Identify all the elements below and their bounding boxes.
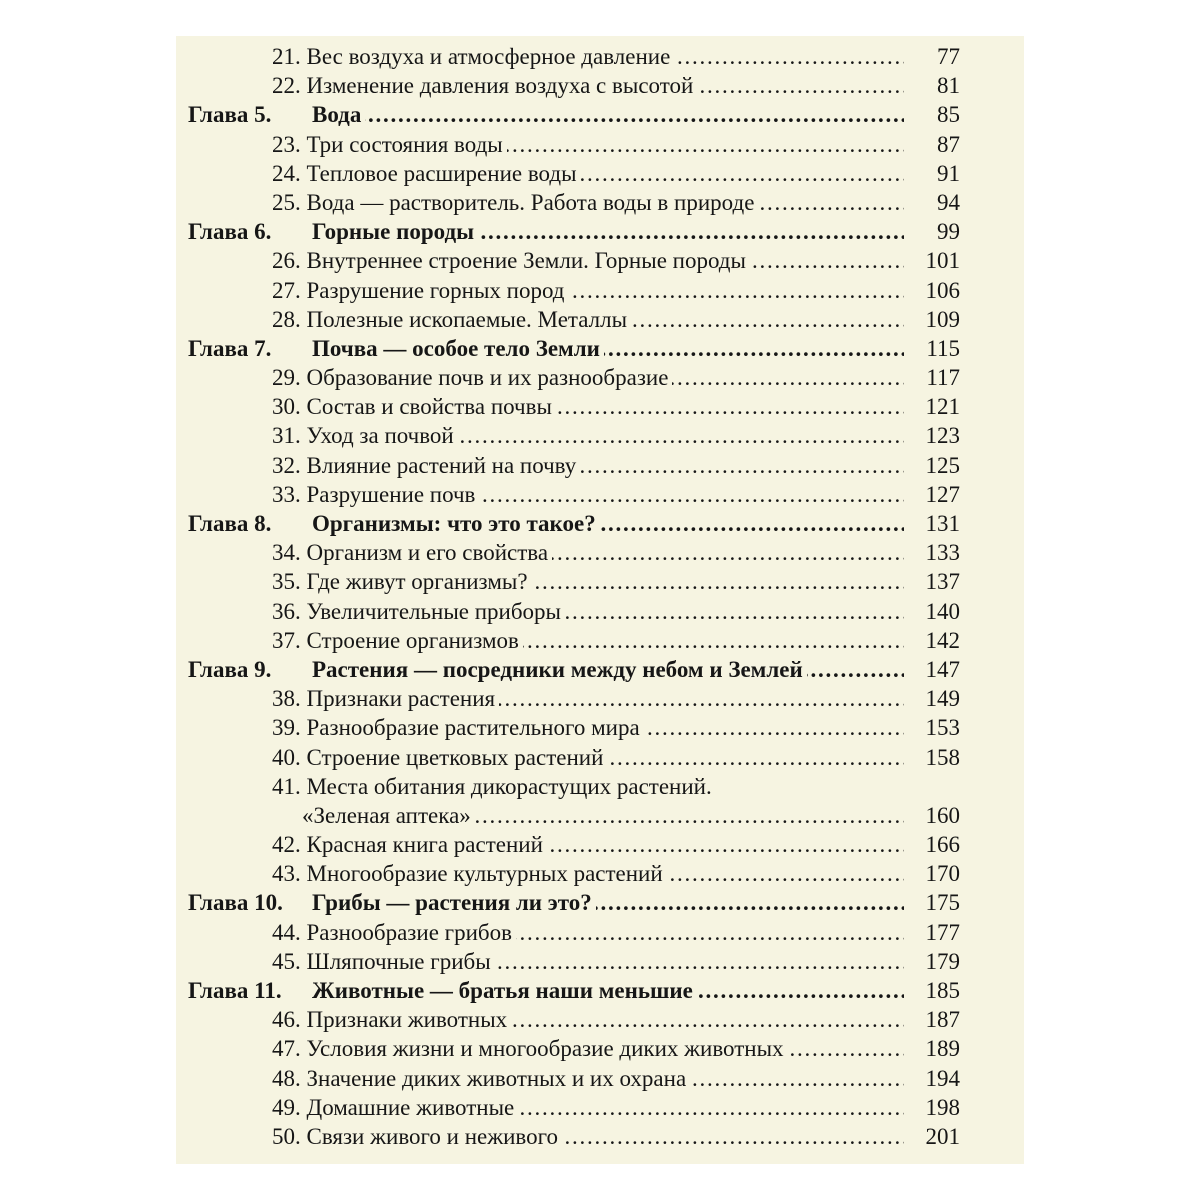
toc-entry	[188, 71, 960, 100]
page-number: 170	[925, 861, 960, 887]
toc-entry	[188, 1122, 960, 1151]
chapter-number: Глава 10.	[188, 890, 283, 916]
page-number: 94	[937, 189, 960, 215]
page-number: 87	[937, 131, 960, 157]
entry-number: 47.	[272, 1036, 301, 1062]
entry-number: 49.	[272, 1094, 301, 1120]
toc-entry	[188, 597, 960, 626]
entry-title: Значение диких животных и их охрана	[306, 1065, 687, 1091]
toc-entry	[188, 480, 960, 509]
toc-entry	[188, 947, 960, 976]
entry-title: Строение организмов	[306, 627, 519, 653]
entry-title: Красная книга растений	[306, 832, 543, 858]
entry-title: Связи живого и неживого	[306, 1123, 558, 1149]
entry-title: Условия жизни и многообразие диких животных	[306, 1036, 784, 1062]
entry-title: Три состояния воды	[306, 131, 503, 157]
entry-number: 28.	[272, 306, 301, 332]
page-number: 115	[926, 335, 960, 361]
page-number: 140	[925, 598, 960, 624]
chapter-number: Глава 6.	[188, 219, 272, 245]
entry-title: Изменение давления воздуха с высотой	[306, 73, 694, 99]
entry-title: Разнообразие растительного мира	[306, 715, 640, 741]
chapter-title: Растения — посредники между небом и Землей	[312, 656, 803, 682]
toc-entry	[188, 421, 960, 450]
entry-title: «Зеленая аптека»	[302, 802, 471, 828]
page-number: 85	[937, 102, 960, 128]
toc-entry	[188, 772, 960, 801]
toc-entry	[188, 859, 960, 888]
toc-entry	[188, 538, 960, 567]
page-number: 137	[925, 569, 960, 595]
page-number: 177	[925, 919, 960, 945]
entry-number: 23.	[272, 131, 301, 157]
chapter-heading	[188, 100, 960, 129]
chapter-heading	[188, 217, 960, 246]
entry-title: Домашние животные	[306, 1094, 515, 1120]
toc-entry	[188, 1005, 960, 1034]
page-number: 175	[925, 890, 960, 916]
entry-number: 40.	[272, 744, 301, 770]
entry-title: Тепловое расширение воды	[306, 160, 577, 186]
page-number: 77	[937, 44, 960, 69]
entry-title: Места обитания дикорастущих растений.	[306, 773, 712, 799]
entry-number: 30.	[272, 394, 301, 420]
toc-entry	[188, 159, 960, 188]
page-number: 127	[925, 481, 960, 507]
entry-title: Уход за почвой	[306, 423, 454, 449]
page-number: 99	[937, 219, 960, 245]
entry-title: Полезные ископаемые. Металлы	[306, 306, 628, 332]
entry-number: 37.	[272, 627, 301, 653]
entry-title: Шляпочные грибы	[306, 948, 491, 974]
entry-number: 32.	[272, 452, 301, 478]
toc-entry	[188, 392, 960, 421]
entry-number: 44.	[272, 919, 301, 945]
page-number: 125	[925, 452, 960, 478]
toc-entry	[188, 130, 960, 159]
entry-number: 29.	[272, 365, 301, 391]
toc-entry	[188, 626, 960, 655]
entry-number: 25.	[272, 189, 301, 215]
toc-entry	[188, 305, 960, 334]
page-number: 121	[925, 394, 960, 420]
entry-number: 22.	[272, 73, 301, 99]
page-number: 179	[925, 948, 960, 974]
page-number: 109	[925, 306, 960, 332]
entry-title: Разрушение почв	[306, 481, 476, 507]
page-number: 187	[925, 1007, 960, 1033]
page-number: 153	[925, 715, 960, 741]
toc-entry	[188, 451, 960, 480]
toc-entry	[188, 363, 960, 392]
entry-title: Признаки растения	[306, 686, 496, 712]
entry-number: 24.	[272, 160, 301, 186]
entry-number: 50.	[272, 1123, 301, 1149]
entry-title: Образование почв и их разнообразие	[306, 365, 669, 391]
entry-title: Вес воздуха и атмосферное давление	[306, 44, 671, 69]
entry-title: Состав и свойства почвы	[306, 394, 552, 420]
page-number: 194	[925, 1065, 960, 1091]
chapter-title: Почва — особое тело Земли	[312, 335, 600, 361]
chapter-title: Животные — братья наши меньшие	[312, 978, 693, 1003]
page-number: 149	[925, 686, 960, 712]
chapter-title: Вода	[312, 102, 362, 128]
chapter-heading	[188, 976, 960, 1005]
entry-number: 36.	[272, 598, 301, 624]
entry-title: Где живут организмы?	[306, 569, 528, 595]
entry-title: Разнообразие грибов	[306, 919, 512, 945]
chapter-heading	[188, 509, 960, 538]
entry-number: 34.	[272, 540, 301, 566]
page-number: 166	[925, 832, 960, 858]
entry-title: Внутреннее строение Земли. Горные породы	[306, 248, 746, 274]
entry-number: 35.	[272, 569, 301, 595]
page-number: 123	[925, 423, 960, 449]
entry-number: 46.	[272, 1007, 301, 1033]
toc-entry	[188, 1034, 960, 1063]
entry-number: 31.	[272, 423, 301, 449]
entry-title: Влияние растений на почву	[306, 452, 577, 478]
page-number: 131	[925, 511, 960, 536]
entry-number: 21.	[272, 44, 301, 69]
entry-number: 26.	[272, 248, 301, 274]
page-number: 117	[926, 365, 960, 391]
entry-number: 42.	[272, 832, 301, 858]
toc-entry	[188, 188, 960, 217]
chapter-number: Глава 9.	[188, 656, 272, 682]
page-number: 160	[925, 802, 960, 828]
toc-entry	[188, 42, 960, 71]
entry-number: 38.	[272, 686, 301, 712]
toc-entry	[188, 801, 960, 830]
page-number: 198	[925, 1094, 960, 1120]
toc-entry	[188, 1093, 960, 1122]
entry-title: Многообразие культурных растений	[306, 861, 663, 887]
chapter-heading	[188, 888, 960, 917]
entry-title: Организм и его свойства	[306, 540, 549, 566]
page-number: 81	[937, 73, 960, 99]
toc-entry	[188, 918, 960, 947]
entry-number: 48.	[272, 1065, 301, 1091]
chapter-number: Глава 8.	[188, 511, 272, 536]
entry-title: Разрушение горных пород	[306, 277, 565, 303]
chapter-number: Глава 11.	[188, 978, 282, 1003]
page-number: 201	[925, 1123, 960, 1149]
toc-entry	[188, 743, 960, 772]
page-number: 142	[925, 627, 960, 653]
entry-number: 45.	[272, 948, 301, 974]
page-number: 91	[937, 160, 960, 186]
page-number: 158	[925, 744, 960, 770]
entry-title: Признаки животных	[306, 1007, 508, 1033]
toc-entry	[188, 246, 960, 275]
entry-number: 33.	[272, 481, 301, 507]
page-number: 133	[925, 540, 960, 566]
chapter-heading	[188, 655, 960, 684]
entry-title: Строение цветковых растений	[306, 744, 604, 770]
page-number: 106	[925, 277, 960, 303]
toc-entry	[188, 713, 960, 742]
entry-number: 27.	[272, 277, 301, 303]
page-number: 185	[925, 978, 960, 1003]
toc-entry	[188, 830, 960, 859]
entry-title: Увеличительные приборы	[306, 598, 562, 624]
chapter-title: Грибы — растения ли это?	[312, 890, 592, 916]
toc-entry	[188, 684, 960, 713]
page-number: 189	[925, 1036, 960, 1062]
table-of-contents	[188, 42, 960, 1151]
chapter-number: Глава 7.	[188, 335, 272, 361]
toc-entry	[188, 1064, 960, 1093]
toc-entry	[188, 276, 960, 305]
entry-number: 41.	[272, 773, 301, 799]
chapter-heading	[188, 334, 960, 363]
chapter-number: Глава 5.	[188, 102, 272, 128]
entry-title: Вода — растворитель. Работа воды в природе	[306, 189, 755, 215]
toc-entry	[188, 567, 960, 596]
chapter-title: Горные породы	[312, 219, 475, 245]
page-number: 147	[925, 656, 960, 682]
page-number: 101	[925, 248, 960, 274]
entry-number: 43.	[272, 861, 301, 887]
entry-number: 39.	[272, 715, 301, 741]
chapter-title: Организмы: что это такое?	[312, 511, 596, 536]
